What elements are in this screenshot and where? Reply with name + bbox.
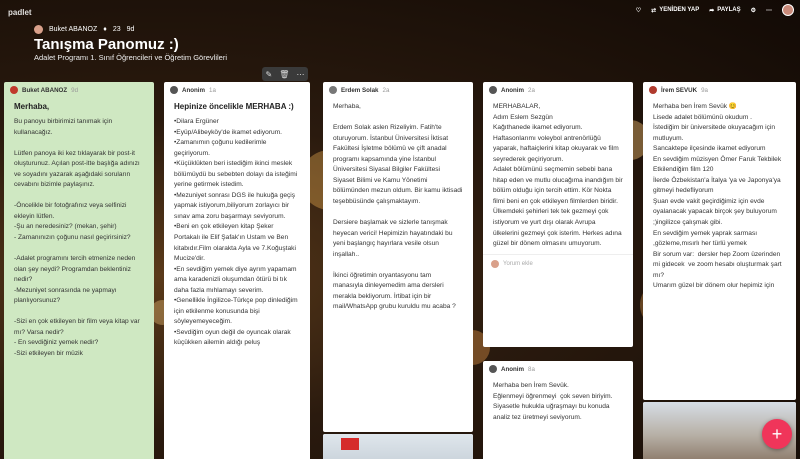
comment-input[interactable] <box>483 254 633 273</box>
post-card[interactable] <box>643 82 796 400</box>
share-label: PAYLAŞ <box>717 7 741 13</box>
comment-placeholder: Yorum ekle <box>503 260 533 267</box>
column <box>643 82 796 459</box>
column <box>164 82 310 459</box>
board-meta <box>34 25 134 34</box>
card-author: Anonim <box>501 365 525 373</box>
flag-icon <box>341 438 359 450</box>
card-body: Bu panoyu birbirimizi tanımak için kullanacağız. Lütfen panoya iki kez tıklayarak bir post-it oluşturunuz. Açılan post-itte başlığa adınızı ve soyadını yazarak aşağıdaki soruların cevabını bizimle paylaşınız. -Öncelikle bir fotoğrafınız veya selfinizi ekleyin lütfen. -Şu an neredesiniz? (mekan, şehir) - Zamanınızın çoğunu nasıl geçirirsiniz? -Adalet programını tercih etmenize neden olan şey neydi? Programdan beklentiniz nedir? -Mezuniyet sonrasında ne yapmayı planlıyorsunuz? -Sizi en çok etkileyen bir film veya kitap var mı? Varsa nedir? - En sevdiğiniz yemek nedir? -Sizi etkileyen bir müzik <box>14 118 140 358</box>
anonymous-avatar <box>489 86 497 94</box>
anonymous-avatar <box>170 86 178 94</box>
card-author: İrem SEVUK <box>661 86 698 94</box>
card-body: Merhaba, Erdem Solak aslen Rizeliyim. Fatih'te oturuyorum. İstanbul Üniversitesi İktisat Fakültesi İşletme bölümü ve çift anadal programı kapsamında yine İstanbul Üniversitesi Siyasal Bilgiler Fakültesi Siyaset Bilimi ve Kamu Yönetimi bölümünden mezun oldum. Bir kamu iktisadi teşebbüsünde çalışmaktayım. Dersiere başlamak ve sizlerle tanışmak heyecan verici! Hepimizin hayatındaki bu yeni başlangıç hayırlara vesile olsun inşallah.. İkinci öğretimin oryantasyonu tam manasıyla dinleyemedim ama dersleri merakla bekliyorum. İrtibat için bir mail/WhatsApp grubu kuruldu mu acaba ? <box>333 103 463 311</box>
trash-icon[interactable]: 🗑 <box>279 69 290 79</box>
card-time: 2a <box>528 86 535 94</box>
heart-icon[interactable]: ♡ <box>635 7 642 14</box>
card-header <box>483 82 633 98</box>
author-avatar <box>329 86 337 94</box>
board-subtitle: Adalet Programı 1. Sınıf Öğrencileri ve Öğretim Görevlileri <box>34 53 227 62</box>
card-header <box>4 82 154 98</box>
post-card[interactable] <box>483 82 633 347</box>
card-author: Buket ABANOZ <box>22 86 68 94</box>
like-icon: ♦ <box>103 26 107 33</box>
user-avatar[interactable] <box>782 4 794 16</box>
top-actions <box>636 4 794 16</box>
column <box>323 82 473 459</box>
board-author: Buket ABANOZ <box>49 26 98 33</box>
column <box>4 82 154 459</box>
card-header <box>483 361 633 377</box>
author-avatar <box>34 25 43 34</box>
post-card[interactable] <box>323 82 473 432</box>
card-author: Anonim <box>501 86 525 94</box>
column <box>483 82 633 459</box>
anonymous-avatar <box>489 365 497 373</box>
edit-icon[interactable]: ✎ <box>265 69 273 79</box>
board-title: Tanışma Panomuz :) <box>34 36 179 53</box>
more-icon[interactable]: ⋯ <box>296 69 305 79</box>
card-time: 8a <box>528 365 535 373</box>
card-author: Erdem Solak <box>341 86 379 94</box>
card-body: Merhaba ben İrem Sevük. Eğlenmeyi öğrenmeyi çok seven biriyim. Siyasetle hukukla uğraşmayı bu konuda analiz tez üretmeyi seviyorum. <box>493 382 613 421</box>
commenter-avatar <box>491 260 499 268</box>
post-card-image[interactable] <box>323 434 473 459</box>
padlet-logo[interactable]: padlet <box>8 7 32 17</box>
card-body: MERHABALAR, Adım Eslem Sezgün Kağıthanede ikamet ediyorum. Haftasonlarımı voleybol antrenörlüğü yaparak, haftaiçlerini kitap okuyarak ve film seyrederek geçiriyorum. Adalet bölümünü seçmemin sebebi bana hitap eden ve mutlu olucağıma inandığım bir bölüm olduğu için tercih ettim. Kör Nokta filmi beni en çok etkileyen filmlerden biridir. Ülkemdeki şehirleri tek tek gezmeyi çok istiyorum ve yurt dışı olarak Avrupa ülkelerini gezmeyi çok isterim. Herkes adına güzel bir dönem olmasını umuyorum. <box>493 103 623 248</box>
board-likes: 23 <box>112 26 121 33</box>
remake-icon: ⇄ <box>651 7 657 14</box>
card-title: Merhaba, <box>14 102 50 111</box>
author-avatar <box>10 86 18 94</box>
share-button[interactable] <box>709 7 740 14</box>
card-time: 9d <box>71 86 79 94</box>
card-author: Anonim <box>182 86 206 94</box>
post-toolbar <box>262 67 308 81</box>
add-post-button[interactable] <box>762 419 792 449</box>
plus-icon: + <box>771 423 783 444</box>
card-body: Merhaba ben İrem Sevük 😊 Lisede adalet bölümünü okudum . İstediğim bir üniversitede okuyacağım için mutluyum. Sancaktepe ilçesinde ikamet ediyorum En sevdiğim müzisyen Ömer Faruk Tekbilek Etkilendiğim film 120 İlerde Özbekistan'a İtalya 'ya ve Japonya'ya gitmeyi hedefliyorum Şuan evde vakit geçirdiğimiz için evde oyalanacak yapacak birçok şey buluyorum ;)ingilizce çalışmak gibi. En sevdiğim yemek yaprak sarması ,gözleme,mısırlı her türlü yemek Bir sorum var: dersler hep Zoom üzerinden mi gidecek ve zoom hesabı oluşturmak şart mı? Umarım güzel bir dönem olur hepimiz için <box>653 103 782 290</box>
flag-photo <box>323 434 473 459</box>
board-age: 9d <box>126 26 135 33</box>
card-body: •Dilara Ergüner •Eyüp/Alibeyköy'de ikamet ediyorum. •Zamanımın çoğunu kedilerimle geçiriyorum. •Küçüklükten beri istediğim ikinci meslek bölümüydü bu sebebten dolayı da isteğimi yerine getirmek istedim. •Mezuniyet sonrası DGS ile hukuğa geçiş yapmak istiyorum,biliyorum zorlayıcı bir sınav ama zoru başarmayı seviyorum. •Beni en çok etkileyen kitap Şeker Portakalı ile Elif Şafak'ın Ustam ve Ben kitabıdır.Film olarakta Ayla ve 7.Koğuştaki Mucize'dir. •En sevdiğim yemek diye ayrım yapamam ama karadenizli oluşumdan ötürü bi tık daha fazla mıhlamayı severim. •Genellikle İngilizce-Türkçe pop dinlediğim için etkilenme konusunda bişi söyleyemeyeceğim. •Sevdiğim oyun değil de oyuncak olarak küçükken ailemin aldığı peluş <box>174 118 298 347</box>
card-time: 1a <box>209 86 216 94</box>
share-icon: ➦ <box>709 7 715 14</box>
post-card[interactable] <box>4 82 154 459</box>
remake-label: YENİDEN YAP <box>659 7 700 13</box>
gear-icon[interactable]: ⚙ <box>750 7 756 14</box>
remake-button[interactable] <box>651 7 699 14</box>
card-header <box>164 82 310 98</box>
post-card[interactable] <box>164 82 310 459</box>
card-title: Hepinize öncelikle MERHABA :) <box>174 102 294 111</box>
card-header <box>323 82 473 98</box>
more-icon[interactable]: ⋯ <box>766 7 772 14</box>
author-avatar <box>649 86 657 94</box>
card-time: 9a <box>701 86 708 94</box>
card-header <box>643 82 796 98</box>
card-time: 2a <box>382 86 390 94</box>
post-card[interactable] <box>483 361 633 459</box>
